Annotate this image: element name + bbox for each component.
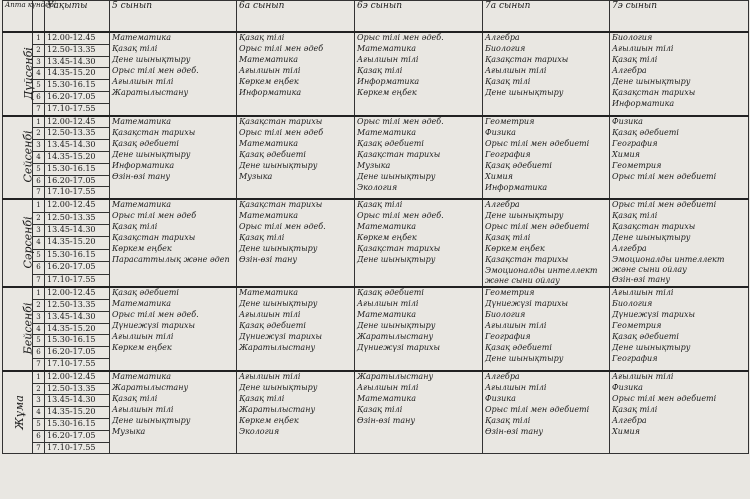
subject-entry: Қазақ тілі	[357, 200, 403, 210]
subject-entry: Дене шынықтыру	[612, 77, 691, 86]
class-6a-cell	[237, 116, 355, 200]
subject-entry: Алгебра	[485, 33, 520, 42]
subject-entry: Өзін-өзі тану	[112, 171, 170, 181]
subject-entry: Көркем еңбек	[239, 77, 299, 86]
subject-entry: Қазақ тілі	[612, 55, 658, 64]
subject-entry: Ағылшын тілі	[357, 299, 419, 309]
lesson-number: 1	[33, 32, 45, 44]
day-name: Дүйсенбі	[21, 47, 35, 100]
subject-entry: География	[485, 332, 531, 342]
subject-entry: Дене шынықтыру	[239, 160, 318, 170]
subject-entry: Математика	[112, 33, 171, 42]
subject-entry: Дене шынықтыру	[485, 211, 564, 221]
subject-entry: Қазақстан тарихы	[485, 255, 569, 265]
subject-entry: Орыс тілі мен әдеб	[239, 127, 324, 137]
subject-entry: Математика	[357, 310, 416, 320]
subject-entry: Дене шынықтыру	[612, 233, 691, 243]
subject-entry: Қазақстан тарихы	[239, 116, 323, 126]
class-7a-cell	[483, 287, 610, 371]
subject-entry: Математика	[239, 211, 298, 221]
subject-entry: Дене шынықтыру	[357, 255, 436, 265]
time-column-header: Уақыты	[45, 1, 110, 33]
subject-entry: Орыс тілі мен әдеб.	[239, 222, 326, 232]
subject-entry: Химия	[612, 149, 640, 159]
lesson-time: 17.10-17.55	[45, 358, 110, 370]
lesson-row	[3, 199, 749, 212]
subject-entry: Геометрия	[612, 321, 662, 331]
subject-entry: Информатика	[239, 88, 302, 97]
lesson-row	[3, 116, 749, 128]
subject-entry: Информатика	[357, 77, 420, 86]
lesson-number: 7	[33, 442, 45, 454]
subject-entry: Дене шынықтыру	[612, 343, 691, 353]
lesson-time: 17.10-17.55	[45, 187, 110, 199]
subject-entry: Математика	[357, 127, 416, 137]
class-5-cell	[110, 116, 237, 200]
class-7e-cell	[610, 287, 749, 371]
day-cell	[3, 371, 33, 454]
subject-entry: Орыс тілі мен әдебиеті	[485, 138, 590, 148]
subject-entry: Жаратылыстану	[112, 382, 189, 392]
lesson-number: 4	[33, 407, 45, 419]
lesson-number: 4	[33, 237, 45, 249]
subject-entry: Өзін-өзі тану	[612, 275, 670, 285]
subject-entry: Қазақ тілі	[357, 404, 403, 414]
lesson-time: 15.30-16.15	[45, 335, 110, 347]
class-header-5: 5 сынып	[110, 1, 237, 33]
subject-entry: Музыка	[357, 160, 391, 170]
lesson-number: 3	[33, 395, 45, 407]
lesson-time: 17.10-17.55	[45, 274, 110, 287]
subject-entry: Жаратылыстану	[239, 404, 316, 414]
lesson-number: 5	[33, 249, 45, 261]
lesson-number: 6	[33, 91, 45, 103]
lesson-number: 3	[33, 56, 45, 68]
subject-entry: Математика	[239, 138, 298, 148]
subject-entry: Қазақ тілі	[357, 66, 403, 75]
class-7a-cell	[483, 116, 610, 200]
subject-entry: Информатика	[485, 182, 548, 192]
subject-entry: Экология	[239, 426, 280, 436]
subject-entry: Орыс тілі мен әдеб.	[112, 66, 199, 75]
subject-entry: Көркем еңбек	[112, 244, 172, 254]
subject-entry: Қазақ тілі	[112, 393, 158, 403]
subject-entry: Ағылшын тілі	[485, 321, 547, 331]
subject-entry: Ағылшын тілі	[112, 404, 174, 414]
lesson-number: 1	[33, 116, 45, 128]
subject-entry: Алгебра	[612, 66, 647, 75]
lesson-time: 12.50-13.35	[45, 212, 110, 224]
subject-entry: Қазақ тілі	[612, 211, 658, 221]
lesson-time: 12.00-12.45	[45, 32, 110, 44]
subject-entry: Ағылшын тілі	[112, 332, 174, 342]
lesson-number: 2	[33, 44, 45, 56]
subject-entry: Қазақ әдебиеті	[612, 127, 679, 137]
subject-entry: Қазақстан тарихы	[612, 222, 696, 232]
subject-entry: Физика	[612, 116, 643, 126]
subject-entry: Ағылшын тілі	[239, 310, 301, 320]
class-header-6e: 6э сынып	[355, 1, 483, 33]
subject-entry: Дүниежүзі тарихы	[485, 299, 569, 309]
lesson-time: 13.45-14.30	[45, 311, 110, 323]
subject-entry: Математика	[112, 116, 171, 126]
lesson-time: 12.00-12.45	[45, 371, 110, 383]
lesson-number: 6	[33, 430, 45, 442]
lesson-time: 17.10-17.55	[45, 103, 110, 115]
class-7e-cell	[610, 116, 749, 200]
subject-entry: Математика	[239, 288, 298, 298]
header-row	[3, 1, 749, 33]
subject-entry: Экология	[357, 182, 398, 192]
subject-entry: Қазақ әдебиеті	[612, 332, 679, 342]
lesson-number: 2	[33, 383, 45, 395]
subject-entry: Көркем еңбек	[357, 88, 417, 97]
lesson-time: 16.20-17.05	[45, 430, 110, 442]
class-7e-cell	[610, 371, 749, 454]
lesson-time: 12.00-12.45	[45, 287, 110, 299]
subject-entry: Алгебра	[612, 415, 647, 425]
subject-entry: Ағылшын тілі	[357, 55, 419, 64]
subject-entry: Өзін-өзі тану	[239, 255, 297, 265]
class-6a-cell	[237, 32, 355, 116]
schedule-table	[2, 0, 749, 454]
lesson-time: 15.30-16.15	[45, 418, 110, 430]
subject-entry: Ағылшын тілі	[612, 288, 674, 298]
subject-entry: Дене шынықтыру	[239, 382, 318, 392]
subject-entry: Биология	[612, 299, 653, 309]
subject-entry: Ағылшын тілі	[239, 66, 301, 75]
lesson-number: 7	[33, 103, 45, 115]
day-name: Сейсенбі	[21, 130, 35, 183]
class-header-7e: 7э сынып	[610, 1, 749, 33]
subject-entry: Көркем еңбек	[239, 415, 299, 425]
lesson-number: 5	[33, 163, 45, 175]
lesson-time: 14.35-15.20	[45, 68, 110, 80]
day-cell	[3, 287, 33, 371]
lesson-row	[3, 371, 749, 383]
subject-entry: География	[612, 138, 658, 148]
subject-entry: Дүниежүзі тарихы	[612, 310, 696, 320]
lesson-time: 16.20-17.05	[45, 347, 110, 359]
subject-entry: Эмоционалды интеллект және сыни ойлау	[485, 266, 598, 286]
lesson-number: 5	[33, 418, 45, 430]
lesson-number: 5	[33, 335, 45, 347]
subject-entry: Орыс тілі мен әдебиеті	[612, 171, 717, 181]
subject-entry: Ағылшын тілі	[612, 44, 674, 53]
lesson-number: 7	[33, 358, 45, 370]
subject-entry: Дене шынықтыру	[112, 415, 191, 425]
subject-entry: Орыс тілі мен әдебиеті	[485, 404, 590, 414]
subject-entry: Өзін-өзі тану	[485, 426, 543, 436]
subject-entry: Биология	[485, 310, 526, 320]
subject-entry: Дене шынықтыру	[485, 88, 564, 97]
subject-entry: Математика	[112, 299, 171, 309]
subject-entry: Қазақ тілі	[239, 233, 285, 243]
subject-entry: География	[485, 149, 531, 159]
lesson-number: 2	[33, 299, 45, 311]
subject-entry: Орыс тілі мен әдебиеті	[485, 222, 590, 232]
subject-entry: Дүниежүзі тарихы	[357, 343, 441, 353]
subject-entry: Өзін-өзі тану	[357, 415, 415, 425]
subject-entry: Қазақ тілі	[485, 233, 531, 243]
subject-entry: Музыка	[112, 426, 146, 436]
subject-entry: Орыс тілі мен әдебиеті	[612, 200, 717, 210]
class-5-cell	[110, 371, 237, 454]
class-6e-cell	[355, 199, 483, 287]
lesson-number: 3	[33, 225, 45, 237]
subject-entry: Парасаттылық және әдеп	[112, 255, 230, 265]
subject-entry: Жаратылыстану	[239, 343, 316, 353]
subject-entry: Қазақ әдебиеті	[485, 160, 552, 170]
lesson-row	[3, 287, 749, 299]
subject-entry: Қазақ әдебиеті	[239, 321, 306, 331]
subject-entry: Дене шынықтыру	[485, 354, 564, 364]
class-6a-cell	[237, 371, 355, 454]
lesson-number: 3	[33, 140, 45, 152]
lesson-time: 16.20-17.05	[45, 175, 110, 187]
subject-entry: Информатика	[112, 160, 175, 170]
subject-entry: Дене шынықтыру	[357, 321, 436, 331]
lesson-number: 6	[33, 347, 45, 359]
subject-entry: Химия	[485, 171, 513, 181]
subject-entry: Алгебра	[485, 200, 520, 210]
class-6e-cell	[355, 287, 483, 371]
lesson-time: 15.30-16.15	[45, 249, 110, 261]
lesson-time: 15.30-16.15	[45, 80, 110, 92]
lesson-time: 16.20-17.05	[45, 262, 110, 274]
lesson-number: 4	[33, 323, 45, 335]
subject-entry: Қазақ тілі	[612, 404, 658, 414]
subject-entry: Физика	[612, 382, 643, 392]
lesson-number: 4	[33, 68, 45, 80]
lesson-time: 13.45-14.30	[45, 225, 110, 237]
subject-entry: Қазақ тілі	[485, 77, 531, 86]
lesson-number: 1	[33, 199, 45, 212]
lesson-time: 12.50-13.35	[45, 44, 110, 56]
subject-entry: Геометрия	[612, 160, 662, 170]
subject-entry: География	[612, 354, 658, 364]
subject-entry: Алгебра	[485, 371, 520, 381]
day-name: Сәрсенбі	[21, 216, 35, 269]
subject-entry: Ағылшын тілі	[612, 371, 674, 381]
class-6a-cell	[237, 199, 355, 287]
subject-entry: Математика	[112, 200, 171, 210]
subject-entry: Эмоционалды интеллект және сыни ойлау	[612, 255, 725, 275]
subject-entry: Орыс тілі мен әдеб.	[357, 211, 444, 221]
class-7a-cell	[483, 199, 610, 287]
subject-entry: Информатика	[612, 99, 675, 108]
subject-entry: Қазақ тілі	[112, 222, 158, 232]
class-7e-cell	[610, 32, 749, 116]
subject-entry: Математика	[112, 371, 171, 381]
subject-entry: Математика	[357, 222, 416, 232]
class-7a-cell	[483, 371, 610, 454]
class-6e-cell	[355, 32, 483, 116]
lesson-time: 13.45-14.30	[45, 56, 110, 68]
subject-entry: Қазақ тілі	[485, 415, 531, 425]
subject-entry: Математика	[357, 44, 416, 53]
subject-entry: Көркем еңбек	[112, 343, 172, 353]
lesson-row	[3, 32, 749, 44]
lesson-time: 14.35-15.20	[45, 237, 110, 249]
subject-entry: Орыс тілі мен әдеб.	[357, 116, 444, 126]
lesson-time: 14.35-15.20	[45, 323, 110, 335]
subject-entry: Физика	[485, 393, 516, 403]
subject-entry: Қазақ әдебиеті	[112, 288, 179, 298]
subject-entry: Орыс тілі мен әдеб.	[357, 33, 444, 42]
lesson-time: 12.00-12.45	[45, 199, 110, 212]
class-7e-cell	[610, 199, 749, 287]
subject-entry: Қазақ әдебиеті	[485, 343, 552, 353]
subject-entry: Орыс тілі мен әдеб.	[112, 310, 199, 320]
subject-entry: Дене шынықтыру	[239, 244, 318, 254]
lesson-number: 3	[33, 311, 45, 323]
subject-entry: Дене шынықтыру	[112, 55, 191, 64]
subject-entry: Ағылшын тілі	[239, 371, 301, 381]
class-5-cell	[110, 32, 237, 116]
lesson-number: 1	[33, 287, 45, 299]
class-6e-cell	[355, 371, 483, 454]
subject-entry: Қазақстан тарихы	[112, 233, 196, 243]
class-header-7a: 7а сынып	[483, 1, 610, 33]
lesson-time: 12.00-12.45	[45, 116, 110, 128]
subject-entry: Жаратылыстану	[357, 371, 434, 381]
subject-entry: Қазақ әдебиеті	[112, 138, 179, 148]
day-column-header: Апта күндері	[3, 1, 33, 33]
subject-entry: Қазақстан тарихы	[239, 200, 323, 210]
class-6a-cell	[237, 287, 355, 371]
class-7a-cell	[483, 32, 610, 116]
lesson-number: 7	[33, 187, 45, 199]
lesson-time: 16.20-17.05	[45, 91, 110, 103]
subject-entry: Қазақстан тарихы	[485, 55, 569, 64]
subject-entry: Ағылшын тілі	[357, 382, 419, 392]
subject-entry: Орыс тілі мен әдебиеті	[612, 393, 717, 403]
subject-entry: Геометрия	[485, 288, 535, 298]
subject-entry: Қазақстан тарихы	[357, 244, 441, 254]
day-cell	[3, 116, 33, 200]
subject-entry: Ағылшын тілі	[485, 382, 547, 392]
lesson-time: 12.50-13.35	[45, 299, 110, 311]
subject-entry: Математика	[239, 55, 298, 64]
subject-entry: Орыс тілі мен әдеб	[239, 44, 324, 53]
subject-entry: Химия	[612, 426, 640, 436]
subject-entry: Қазақстан тарихы	[612, 88, 696, 97]
subject-entry: Орыс тілі мен әдеб	[112, 211, 197, 221]
subject-entry: Қазақ тілі	[112, 44, 158, 53]
subject-entry: Қазақ тілі	[239, 33, 285, 42]
subject-entry: Жаратылыстану	[112, 88, 189, 97]
subject-entry: Биология	[485, 44, 526, 53]
class-6e-cell	[355, 116, 483, 200]
schedule-body	[3, 32, 749, 454]
lesson-number: 7	[33, 274, 45, 287]
day-name: Жұма	[12, 394, 26, 430]
lesson-number: 4	[33, 151, 45, 163]
subject-entry: Қазақстан тарихы	[357, 149, 441, 159]
day-name: Бейсенбі	[21, 302, 35, 355]
lesson-number: 6	[33, 262, 45, 274]
lesson-time: 12.50-13.35	[45, 128, 110, 140]
subject-entry: Дүниежүзі тарихы	[112, 321, 196, 331]
lesson-time: 14.35-15.20	[45, 407, 110, 419]
day-cell	[3, 32, 33, 116]
subject-entry: Дене шынықтыру	[239, 299, 318, 309]
subject-entry: Биология	[612, 33, 653, 42]
subject-entry: Көркем еңбек	[357, 233, 417, 243]
subject-entry: Ағылшын тілі	[485, 66, 547, 75]
subject-entry: Дене шынықтыру	[112, 149, 191, 159]
subject-entry: Қазақ тілі	[239, 393, 285, 403]
lesson-number: 1	[33, 371, 45, 383]
class-5-cell	[110, 199, 237, 287]
subject-entry: Алгебра	[612, 244, 647, 254]
subject-entry: Қазақ әдебиеті	[239, 149, 306, 159]
lesson-number: 2	[33, 212, 45, 224]
lesson-time: 13.45-14.30	[45, 140, 110, 152]
subject-entry: Физика	[485, 127, 516, 137]
class-header-6a: 6а сынып	[237, 1, 355, 33]
lesson-number: 5	[33, 80, 45, 92]
subject-entry: Қазақ әдебиеті	[357, 288, 424, 298]
subject-entry: Көркем еңбек	[485, 244, 545, 254]
class-5-cell	[110, 287, 237, 371]
lesson-time: 17.10-17.55	[45, 442, 110, 454]
lesson-number: 6	[33, 175, 45, 187]
subject-entry: Қазақ әдебиеті	[357, 138, 424, 148]
subject-entry: Геометрия	[485, 116, 535, 126]
subject-entry: Дүниежүзі тарихы	[239, 332, 323, 342]
lesson-number: 2	[33, 128, 45, 140]
lesson-time: 14.35-15.20	[45, 151, 110, 163]
subject-entry: Музыка	[239, 171, 273, 181]
lesson-time: 15.30-16.15	[45, 163, 110, 175]
subject-entry: Ағылшын тілі	[112, 77, 174, 86]
subject-entry: Математика	[357, 393, 416, 403]
subject-entry: Қазақстан тарихы	[112, 127, 196, 137]
lesson-time: 13.45-14.30	[45, 395, 110, 407]
lesson-time: 12.50-13.35	[45, 383, 110, 395]
day-cell	[3, 199, 33, 287]
subject-entry: Жаратылыстану	[357, 332, 434, 342]
subject-entry: Дене шынықтыру	[357, 171, 436, 181]
